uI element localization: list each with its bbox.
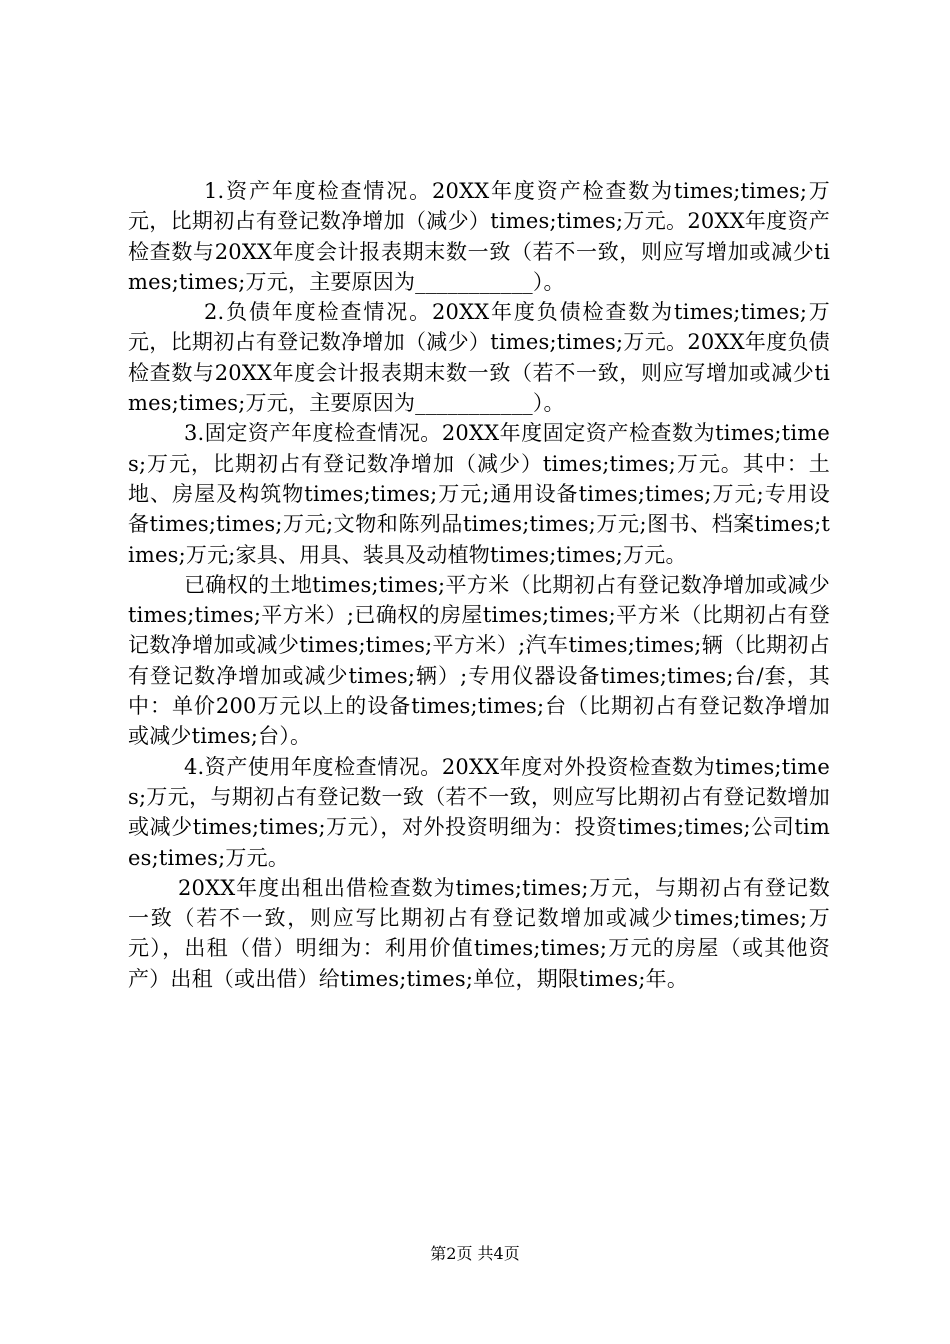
paragraph-lease-inspection: 20XX年度出租出借检查数为times;times;万元，与期初占有登记数一致（若不一致，则应写比期初占有登记数增加或减少times;times;万元），出租（借）明细为：利用价值times;times;万元的房屋（或其他资产）出租（或出借）给times;times;单位，期限times;年。 xyxy=(128,875,830,991)
paragraph-asset-inspection: 1.资产年度检查情况。20XX年度资产检查数为times;times;万元，比期初占有登记数净增加（减少）times;times;万元。20XX年度资产检查数与20XX年度会计报表期末数一致（若不一致，则应写增加或减少times;times;万元，主要原因为___________）。 xyxy=(128,179,830,294)
document-body xyxy=(128,176,830,994)
paragraph-confirmed-rights: 已确权的土地times;times;平方米（比期初占有登记数净增加或减少times;times;平方米）;已确权的房屋times;times;平方米（比期初占有登记数净增加或减少times;times;平方米）;汽车times;times;辆（比期初占有登记数净增加或减少times;辆）;专用仪器设备times;times;台/套，其中：单价200万元以上的设备times;times;台（比期初占有登记数净增加或减少times;台）。 xyxy=(128,572,830,749)
paragraph-liability-inspection: 2.负债年度检查情况。20XX年度负债检查数为times;times;万元，比期初占有登记数净增加（减少）times;times;万元。20XX年度负债检查数与20XX年度会计报表期末数一致（若不一致，则应写增加或减少times;times;万元，主要原因为___________）。 xyxy=(128,300,830,416)
page-footer: 第2页 共4页 xyxy=(430,1244,520,1263)
paragraph-asset-usage-inspection: 4.资产使用年度检查情况。20XX年度对外投资检查数为times;times;万元，与期初占有登记数一致（若不一致，则应写比期初占有登记数增加或减少times;times;万元），对外投资明细为：投资times;times;公司times;times;万元。 xyxy=(128,754,830,870)
paragraph-fixed-asset-inspection: 3.固定资产年度检查情况。20XX年度固定资产检查数为times;times;万元，比期初占有登记数净增加（减少）times;times;万元。其中：土地、房屋及构筑物times;times;万元;通用设备times;times;万元;专用设备times;times;万元;文物和陈列品times;times;万元;图书、档案times;times;万元;家具、用具、装具及动植物times;times;万元。 xyxy=(128,421,830,567)
